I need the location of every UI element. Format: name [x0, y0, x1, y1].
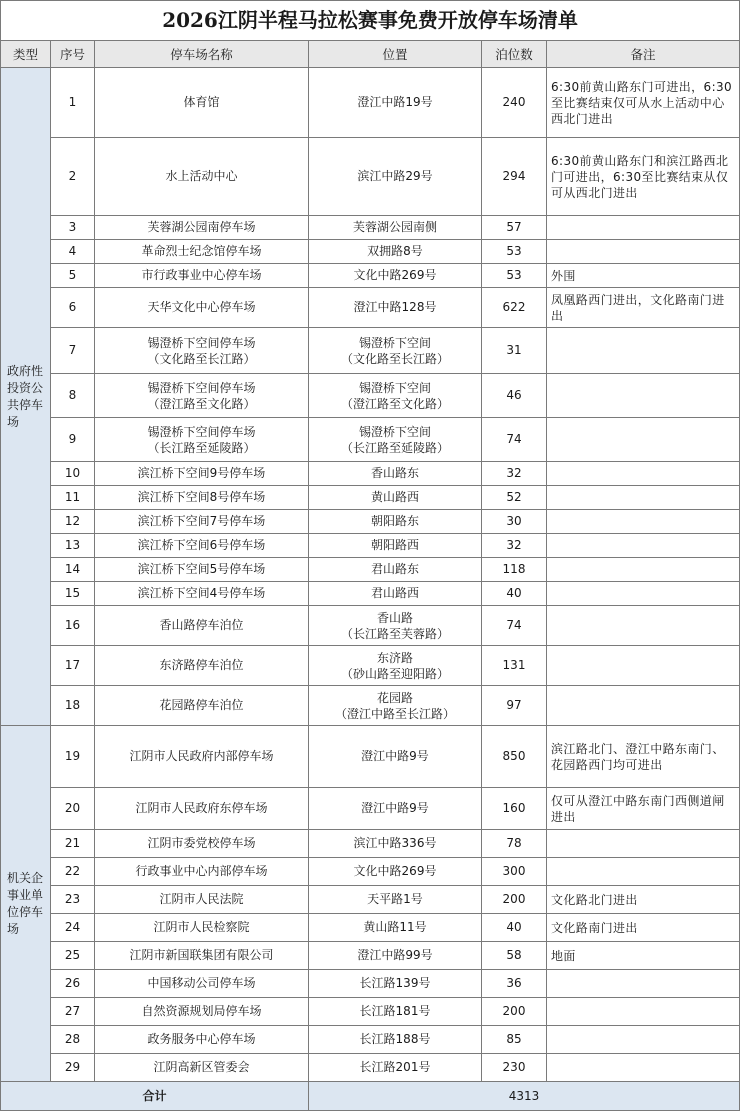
- lot-note: [547, 240, 740, 264]
- category-cell: [1, 68, 51, 726]
- lot-name: 花园路停车泊位: [95, 686, 309, 726]
- lot-name: 中国移动公司停车场: [95, 970, 309, 998]
- lot-location: 黄山路西: [309, 486, 482, 510]
- table-row: [1, 1026, 740, 1054]
- lot-note: [547, 486, 740, 510]
- lot-spaces: 53: [482, 240, 547, 264]
- row-number: 9: [51, 418, 95, 462]
- lot-name: 江阴市人民检察院: [95, 914, 309, 942]
- lot-note: [547, 418, 740, 462]
- table-row: [1, 998, 740, 1026]
- lot-location: [309, 418, 482, 462]
- lot-location: 滨江中路29号: [309, 138, 482, 216]
- lot-location-line1: 香山路: [376, 610, 413, 625]
- row-number: 13: [51, 534, 95, 558]
- lot-spaces: 850: [482, 726, 547, 788]
- table-row: [1, 830, 740, 858]
- lot-note: 滨江路北门、澄江中路东南门、花园路西门均可进出: [547, 726, 740, 788]
- lot-spaces: 240: [482, 68, 547, 138]
- table-row: [1, 726, 740, 788]
- table-row: [1, 138, 740, 216]
- lot-name: 滨江桥下空间8号停车场: [95, 486, 309, 510]
- lot-name: 江阴市委党校停车场: [95, 830, 309, 858]
- row-number: 8: [51, 374, 95, 418]
- table-row: [1, 534, 740, 558]
- lot-name: 自然资源规划局停车场: [95, 998, 309, 1026]
- lot-note: 6:30前黄山路东门可进出，6:30至比赛结束仅可从水上活动中心西北门进出: [547, 68, 740, 138]
- table-row: [1, 288, 740, 328]
- lot-name: 香山路停车泊位: [95, 606, 309, 646]
- row-number: 18: [51, 686, 95, 726]
- total-row: [1, 1082, 740, 1111]
- lot-location-line1: 花园路: [376, 690, 413, 705]
- lot-note: 外围: [547, 264, 740, 288]
- lot-spaces: 57: [482, 216, 547, 240]
- lot-location-line1: 东济路: [376, 650, 413, 665]
- row-number: 11: [51, 486, 95, 510]
- row-number: 17: [51, 646, 95, 686]
- lot-note: [547, 462, 740, 486]
- row-number: 22: [51, 858, 95, 886]
- header-spaces: 泊位数: [482, 41, 547, 68]
- lot-spaces: 622: [482, 288, 547, 328]
- lot-spaces: 31: [482, 328, 547, 374]
- row-number: 6: [51, 288, 95, 328]
- lot-location-line2: （澄江路至文化路）: [340, 396, 449, 411]
- category-label: 政府性投资公共停车场: [7, 363, 44, 429]
- lot-spaces: 294: [482, 138, 547, 216]
- lot-note: [547, 970, 740, 998]
- row-number: 14: [51, 558, 95, 582]
- lot-name: 江阴市新国联集团有限公司: [95, 942, 309, 970]
- lot-spaces: 58: [482, 942, 547, 970]
- table-row: [1, 264, 740, 288]
- lot-location-line2: （长江路至芙蓉路）: [340, 626, 449, 641]
- table-row: [1, 328, 740, 374]
- row-number: 10: [51, 462, 95, 486]
- lot-spaces: 200: [482, 886, 547, 914]
- total-value: 4313: [309, 1082, 740, 1111]
- table-row: [1, 68, 740, 138]
- lot-note: [547, 606, 740, 646]
- lot-note: [547, 510, 740, 534]
- lot-note: [547, 534, 740, 558]
- table-row: [1, 582, 740, 606]
- table-row: [1, 914, 740, 942]
- row-number: 1: [51, 68, 95, 138]
- row-number: 25: [51, 942, 95, 970]
- lot-name: [95, 374, 309, 418]
- lot-spaces: 52: [482, 486, 547, 510]
- table-row: [1, 686, 740, 726]
- table-row: [1, 646, 740, 686]
- lot-location-line2: （砂山路至迎阳路）: [340, 666, 449, 681]
- lot-note: 6:30前黄山路东门和滨江路西北门可进出，6:30至比赛结束从仅可从西北门进出: [547, 138, 740, 216]
- lot-note: [547, 328, 740, 374]
- row-number: 20: [51, 788, 95, 830]
- lot-location: 文化中路269号: [309, 858, 482, 886]
- lot-name: 江阴市人民政府内部停车场: [95, 726, 309, 788]
- lot-name-line2: （长江路至延陵路）: [147, 440, 256, 455]
- lot-location: [309, 606, 482, 646]
- lot-note: 文化路南门进出: [547, 914, 740, 942]
- header-no: 序号: [51, 41, 95, 68]
- lot-name: 滨江桥下空间4号停车场: [95, 582, 309, 606]
- lot-location: 长江路139号: [309, 970, 482, 998]
- lot-location: 君山路西: [309, 582, 482, 606]
- lot-location-line2: （澄江中路至长江路）: [334, 706, 455, 721]
- total-label: 合计: [1, 1082, 309, 1111]
- header-location: 位置: [309, 41, 482, 68]
- lot-note: [547, 830, 740, 858]
- lot-spaces: 46: [482, 374, 547, 418]
- row-number: 24: [51, 914, 95, 942]
- lot-name: 行政事业中心内部停车场: [95, 858, 309, 886]
- lot-location: [309, 646, 482, 686]
- table-row: [1, 510, 740, 534]
- table-row: [1, 858, 740, 886]
- lot-note: 仅可从澄江中路东南门西侧道闸进出: [547, 788, 740, 830]
- table-row: [1, 558, 740, 582]
- lot-name: 江阴高新区管委会: [95, 1054, 309, 1082]
- lot-note: [547, 998, 740, 1026]
- lot-location-line1: 锡澄桥下空间: [358, 424, 431, 439]
- lot-spaces: 78: [482, 830, 547, 858]
- lot-location: 澄江中路9号: [309, 788, 482, 830]
- lot-name-line1: 锡澄桥下空间停车场: [147, 335, 256, 350]
- row-number: 3: [51, 216, 95, 240]
- lot-note: [547, 1054, 740, 1082]
- lot-location: 朝阳路东: [309, 510, 482, 534]
- lot-spaces: 200: [482, 998, 547, 1026]
- lot-note: [547, 374, 740, 418]
- row-number: 26: [51, 970, 95, 998]
- lot-name: 东济路停车泊位: [95, 646, 309, 686]
- lot-spaces: 74: [482, 606, 547, 646]
- lot-spaces: 30: [482, 510, 547, 534]
- row-number: 19: [51, 726, 95, 788]
- lot-name-line1: 锡澄桥下空间停车场: [147, 380, 256, 395]
- lot-name: 革命烈士纪念馆停车场: [95, 240, 309, 264]
- lot-location-line2: （长江路至延陵路）: [340, 440, 449, 455]
- lot-location: 香山路东: [309, 462, 482, 486]
- lot-name: 体育馆: [95, 68, 309, 138]
- row-number: 16: [51, 606, 95, 646]
- lot-location: 文化中路269号: [309, 264, 482, 288]
- lot-location: 澄江中路99号: [309, 942, 482, 970]
- lot-name: 滨江桥下空间7号停车场: [95, 510, 309, 534]
- header-name: 停车场名称: [95, 41, 309, 68]
- lot-spaces: 230: [482, 1054, 547, 1082]
- header-note: 备注: [547, 41, 740, 68]
- lot-spaces: 131: [482, 646, 547, 686]
- table-row: [1, 788, 740, 830]
- lot-location: 芙蓉湖公园南侧: [309, 216, 482, 240]
- lot-name: 江阴市人民法院: [95, 886, 309, 914]
- table-row: [1, 240, 740, 264]
- lot-name-line1: 锡澄桥下空间停车场: [147, 424, 256, 439]
- row-number: 27: [51, 998, 95, 1026]
- lot-location-line1: 锡澄桥下空间: [358, 380, 431, 395]
- lot-note: [547, 858, 740, 886]
- row-number: 15: [51, 582, 95, 606]
- lot-location: 朝阳路西: [309, 534, 482, 558]
- lot-name: 天华文化中心停车场: [95, 288, 309, 328]
- lot-name: 滨江桥下空间9号停车场: [95, 462, 309, 486]
- table-row: [1, 970, 740, 998]
- lot-name: 芙蓉湖公园南停车场: [95, 216, 309, 240]
- lot-location: 双拥路8号: [309, 240, 482, 264]
- lot-spaces: 32: [482, 462, 547, 486]
- lot-spaces: 300: [482, 858, 547, 886]
- lot-location: 黄山路11号: [309, 914, 482, 942]
- table-row: [1, 462, 740, 486]
- table-row: [1, 942, 740, 970]
- lot-spaces: 40: [482, 582, 547, 606]
- lot-spaces: 160: [482, 788, 547, 830]
- lot-spaces: 53: [482, 264, 547, 288]
- category-cell: [1, 726, 51, 1082]
- lot-location: [309, 374, 482, 418]
- row-number: 12: [51, 510, 95, 534]
- table-row: [1, 1054, 740, 1082]
- lot-location: 天平路1号: [309, 886, 482, 914]
- row-number: 29: [51, 1054, 95, 1082]
- lot-spaces: 40: [482, 914, 547, 942]
- lot-name: 政务服务中心停车场: [95, 1026, 309, 1054]
- lot-spaces: 32: [482, 534, 547, 558]
- lot-name: 江阴市人民政府东停车场: [95, 788, 309, 830]
- table-row: [1, 216, 740, 240]
- lot-note: 地面: [547, 942, 740, 970]
- row-number: 4: [51, 240, 95, 264]
- lot-spaces: 118: [482, 558, 547, 582]
- header-row: [1, 41, 740, 68]
- lot-note: [547, 582, 740, 606]
- lot-name: [95, 328, 309, 374]
- lot-location: 长江路181号: [309, 998, 482, 1026]
- lot-spaces: 85: [482, 1026, 547, 1054]
- lot-name-line2: （澄江路至文化路）: [147, 396, 256, 411]
- lot-name: [95, 418, 309, 462]
- lot-location: 长江路201号: [309, 1054, 482, 1082]
- lot-spaces: 74: [482, 418, 547, 462]
- header-type: 类型: [1, 41, 51, 68]
- lot-name: 滨江桥下空间6号停车场: [95, 534, 309, 558]
- lot-note: 凤凰路西门进出，文化路南门进出: [547, 288, 740, 328]
- table-row: [1, 606, 740, 646]
- row-number: 21: [51, 830, 95, 858]
- lot-location-line1: 锡澄桥下空间: [358, 335, 431, 350]
- lot-location: 长江路188号: [309, 1026, 482, 1054]
- lot-location-line2: （文化路至长江路）: [340, 351, 449, 366]
- page-title: 2026江阴半程马拉松赛事免费开放停车场清单: [1, 1, 740, 41]
- lot-location: 滨江中路336号: [309, 830, 482, 858]
- table-row: [1, 374, 740, 418]
- row-number: 5: [51, 264, 95, 288]
- lot-spaces: 36: [482, 970, 547, 998]
- row-number: 7: [51, 328, 95, 374]
- lot-note: [547, 558, 740, 582]
- lot-location: 澄江中路128号: [309, 288, 482, 328]
- lot-spaces: 97: [482, 686, 547, 726]
- lot-location: [309, 328, 482, 374]
- table-row: [1, 486, 740, 510]
- lot-name-line2: （文化路至长江路）: [147, 351, 256, 366]
- lot-note: [547, 646, 740, 686]
- lot-name: 滨江桥下空间5号停车场: [95, 558, 309, 582]
- category-label: 机关企事业单位停车场: [7, 870, 44, 936]
- lot-location: 澄江中路9号: [309, 726, 482, 788]
- lot-note: [547, 1026, 740, 1054]
- lot-note: [547, 686, 740, 726]
- row-number: 28: [51, 1026, 95, 1054]
- table-row: [1, 886, 740, 914]
- table-row: [1, 418, 740, 462]
- row-number: 23: [51, 886, 95, 914]
- lot-note: 文化路北门进出: [547, 886, 740, 914]
- lot-name: 市行政事业中心停车场: [95, 264, 309, 288]
- lot-location: 君山路东: [309, 558, 482, 582]
- row-number: 2: [51, 138, 95, 216]
- lot-note: [547, 216, 740, 240]
- lot-location: 澄江中路19号: [309, 68, 482, 138]
- lot-name: 水上活动中心: [95, 138, 309, 216]
- lot-location: [309, 686, 482, 726]
